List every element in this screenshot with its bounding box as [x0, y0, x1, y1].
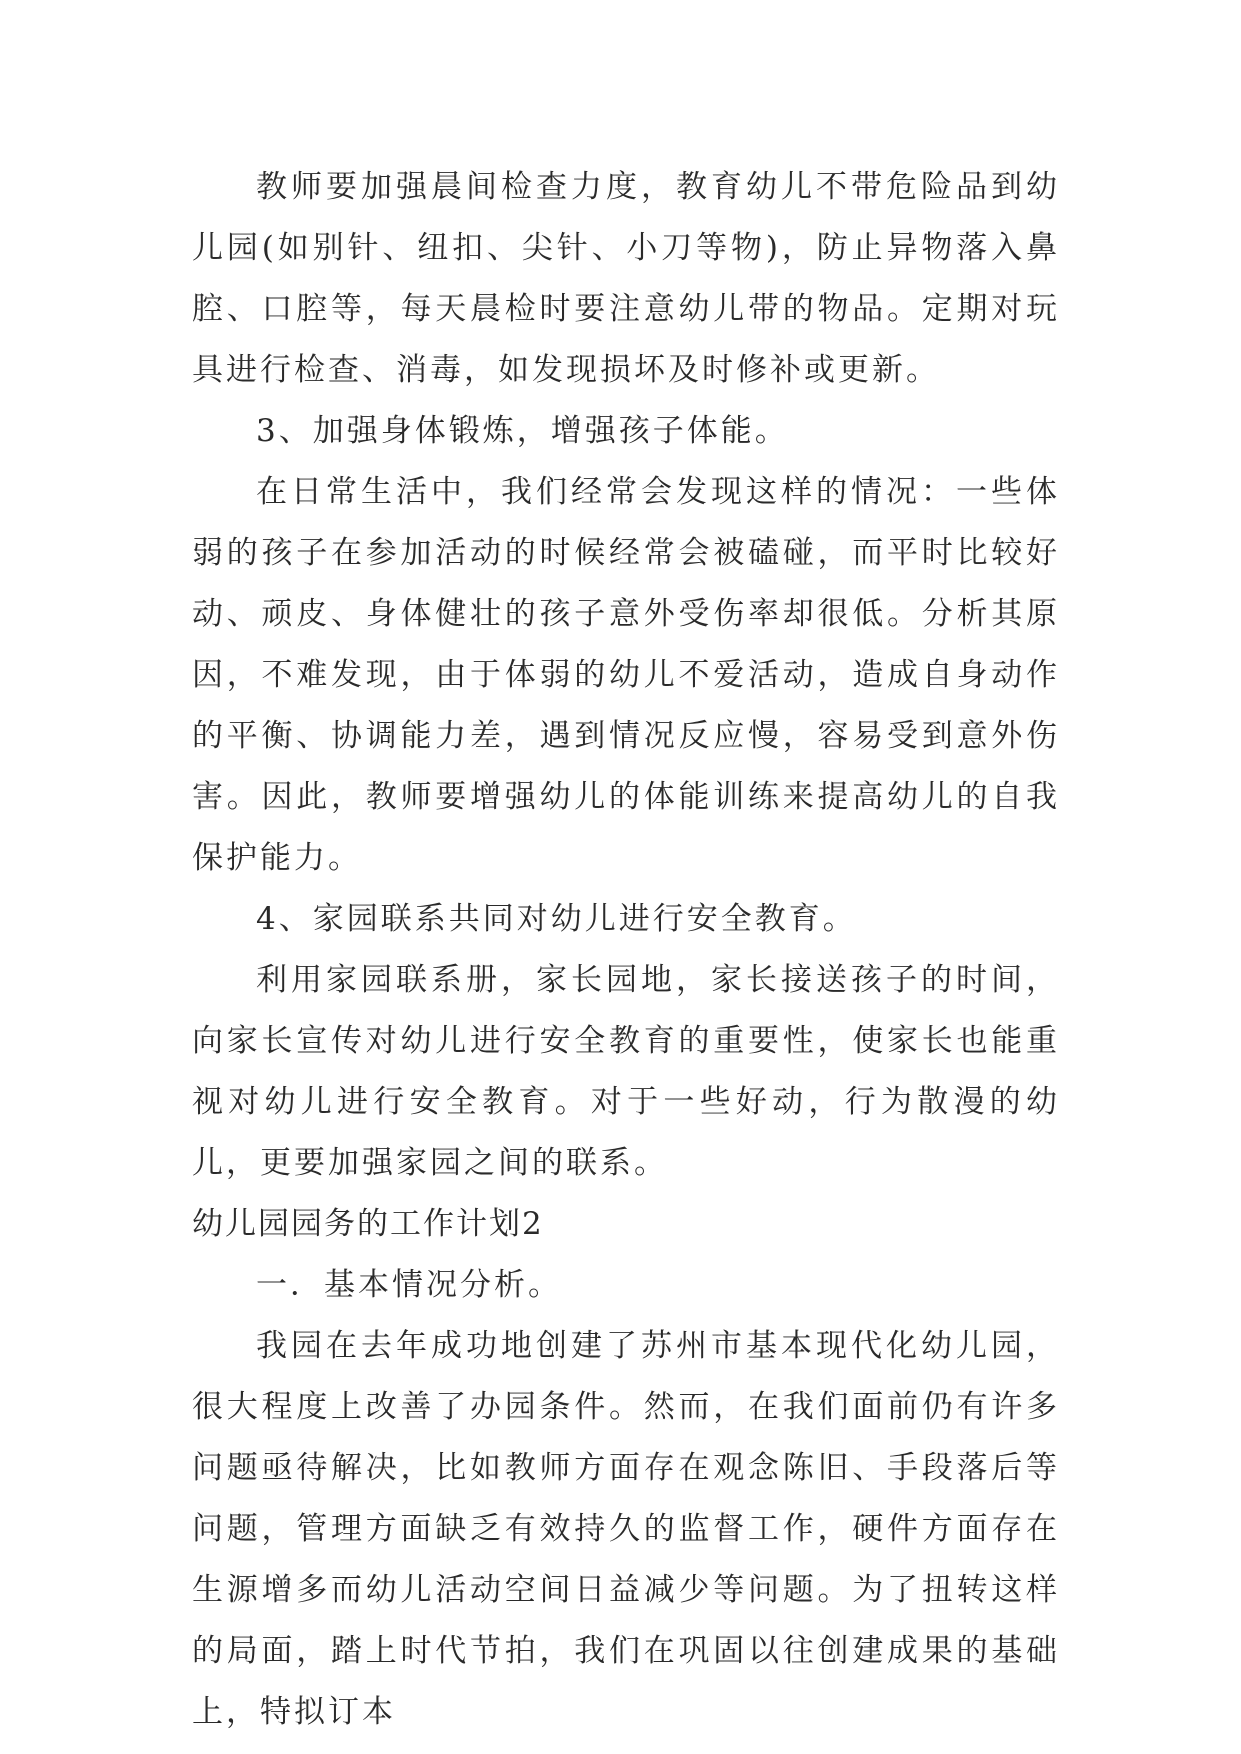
- section-heading-plan-2: 幼儿园园务的工作计划2: [192, 1206, 544, 1242]
- document-body: [192, 157, 1060, 1743]
- paragraph-home-school: 利用家园联系册，家长园地，家长接送孩子的时间，向家长宣传对幼儿进行安全教育的重要性，使家长也能重视对幼儿进行安全教育。对于一些好动，行为散漫的幼儿，更要加强家园之间的联系。: [192, 962, 1060, 1181]
- paragraph-situation-analysis: 我园在去年成功地创建了苏州市基本现代化幼儿园，很大程度上改善了办园条件。然而，在我们面前仍有许多问题亟待解决，比如教师方面存在观念陈旧、手段落后等问题，管理方面缺乏有效持久的监督工作，硬件方面存在生源增多而幼儿活动空间日益减少等问题。为了扭转这样的局面，踏上时代节拍，我们在巩固以往创建成果的基础上，特拟订本: [192, 1328, 1060, 1730]
- paragraph-morning-check: 教师要加强晨间检查力度，教育幼儿不带危险品到幼儿园(如别针、纽扣、尖针、小刀等物)，防止异物落入鼻腔、口腔等，每天晨检时要注意幼儿带的物品。定期对玩具进行检查、消毒，如发现损坏及时修补或更新。: [192, 169, 1060, 388]
- item-4-title: 4、家园联系共同对幼儿进行安全教育。: [256, 901, 857, 937]
- section-one-title: 一．基本情况分析。: [256, 1267, 562, 1303]
- paragraph-physical-training: 在日常生活中，我们经常会发现这样的情况：一些体弱的孩子在参加活动的时候经常会被磕碰，而平时比较好动、顽皮、身体健壮的孩子意外受伤率却很低。分析其原因，不难发现，由于体弱的幼儿不爱活动，造成自身动作的平衡、协调能力差，遇到情况反应慢，容易受到意外伤害。因此，教师要增强幼儿的体能训练来提高幼儿的自我保护能力。: [192, 474, 1060, 876]
- item-3-title: 3、加强身体锻炼，增强孩子体能。: [256, 413, 789, 449]
